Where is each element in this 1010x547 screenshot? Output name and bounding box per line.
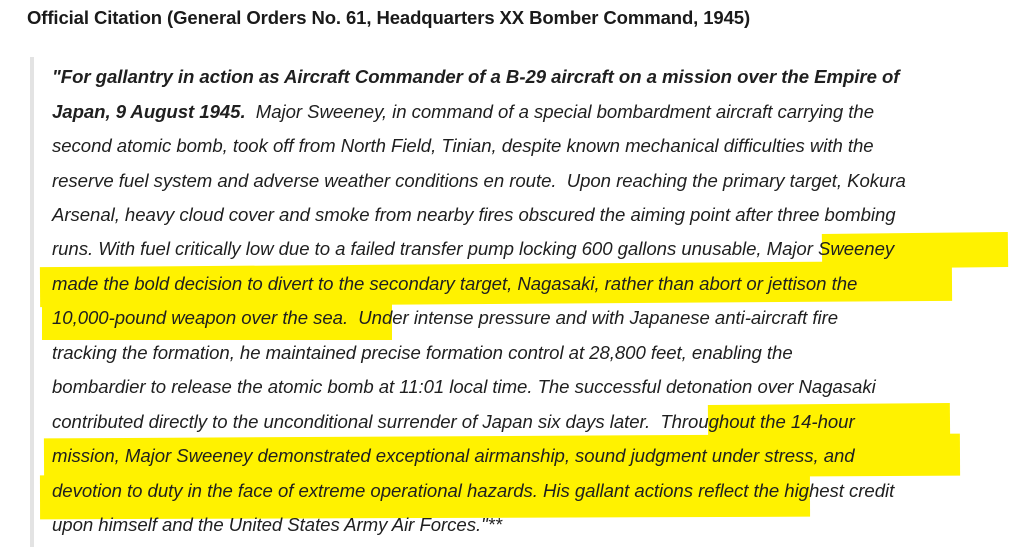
citation-line: mission, Major Sweeney demonstrated exceptional airmanship, sound judgment under stress, and: [52, 445, 855, 466]
citation-line: contributed directly to the unconditional surrender of Japan six days later. Throughout the 14-hour: [52, 411, 855, 432]
citation-line: reserve fuel system and adverse weather conditions en route. Upon reaching the primary target, Kokura: [52, 170, 906, 191]
blockquote-bar: [30, 57, 34, 547]
citation-line: upon himself and the United States Army Air Forces."**: [52, 514, 503, 535]
citation-line: runs. With fuel critically low due to a failed transfer pump locking 600 gallons unusable, Major Sweeney: [52, 238, 895, 259]
citation-line: "For gallantry in action as Aircraft Commander of a B-29 aircraft on a mission over the Empire of: [52, 66, 900, 87]
citation-line: Arsenal, heavy cloud cover and smoke from nearby fires obscured the aiming point after three bombing: [52, 204, 896, 225]
citation-heading: Official Citation (General Orders No. 61, Headquarters XX Bomber Command, 1945): [27, 7, 751, 28]
citation-line: devotion to duty in the face of extreme operational hazards. His gallant actions reflect the highest credit: [52, 480, 895, 501]
citation-line: Japan, 9 August 1945. Major Sweeney, in command of a special bombardment aircraft carrying the: [52, 101, 875, 122]
citation-line: 10,000-pound weapon over the sea. Under intense pressure and with Japanese anti-aircraft fire: [52, 307, 839, 328]
citation-line: made the bold decision to divert to the secondary target, Nagasaki, rather than abort or jettison the: [52, 273, 858, 294]
citation-line: bombardier to release the atomic bomb at 11:01 local time. The successful detonation over Nagasaki: [52, 376, 876, 397]
citation-line: second atomic bomb, took off from North Field, Tinian, despite known mechanical difficulties with the: [52, 135, 874, 156]
citation-line: tracking the formation, he maintained precise formation control at 28,800 feet, enabling the: [52, 342, 793, 363]
